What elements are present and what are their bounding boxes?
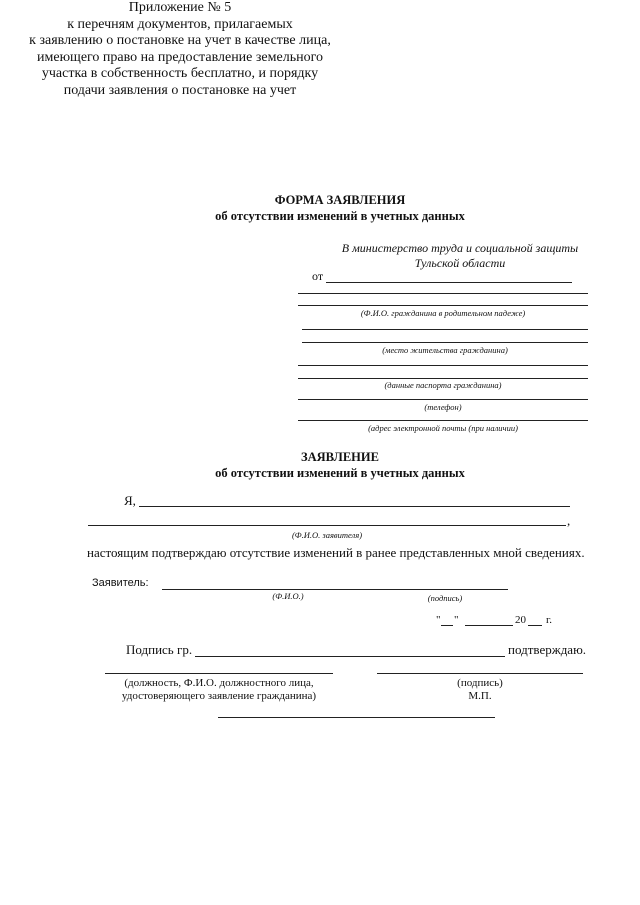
email-caption: (адрес электронной почты (при наличии) <box>368 423 518 433</box>
email-line[interactable] <box>298 420 588 421</box>
date-year-prefix: 20 <box>515 614 526 626</box>
fio-caption: (Ф.И.О. гражданина в родительном падеже) <box>360 308 526 318</box>
appendix-line: подачи заявления о постановке на учет <box>63 82 297 98</box>
bottom-line[interactable] <box>218 717 495 718</box>
addressee-line1: В министерство труда и социальной защиты <box>341 241 579 255</box>
stamp-label: М.П. <box>468 690 492 702</box>
fio-field-line-1[interactable] <box>298 293 588 294</box>
appendix-header <box>0 0 360 99</box>
form-title-line1: ФОРМА ЗАЯВЛЕНИЯ <box>274 193 406 207</box>
confirm-label: подтверждаю. <box>508 642 587 657</box>
phone-caption: (телефон) <box>424 402 462 412</box>
passport-line-2[interactable] <box>298 378 588 379</box>
from-label: от <box>312 269 324 283</box>
i-label: Я, <box>124 493 136 508</box>
comma: , <box>567 513 571 528</box>
date-year-line[interactable] <box>528 625 542 626</box>
statement-title-line1: ЗАЯВЛЕНИЕ <box>301 450 379 464</box>
official-signature-caption: (подпись) <box>457 677 503 689</box>
statement-title-line2: об отсутствии изменений в учетных данных <box>215 466 465 480</box>
phone-line[interactable] <box>298 399 588 400</box>
from-field-line[interactable] <box>326 282 572 283</box>
residence-line-2[interactable] <box>302 342 588 343</box>
official-caption-line1: (должность, Ф.И.О. должностного лица, <box>124 677 314 689</box>
citizen-name-line[interactable] <box>195 656 505 657</box>
applicant-fio-caption: (Ф.И.О. заявителя) <box>291 530 363 540</box>
appendix-line: к перечням документов, прилагаемых <box>67 16 293 32</box>
appendix-line: участка в собственность бесплатно, и порядку <box>41 66 319 81</box>
residence-caption: (место жительства гражданина) <box>382 345 508 355</box>
applicant-label: Заявитель: <box>92 577 149 589</box>
form-title-line2: об отсутствии изменений в учетных данных <box>215 209 465 223</box>
signature-of-label: Подпись гр. <box>126 642 193 657</box>
passport-caption: (данные паспорта гражданина) <box>384 380 502 390</box>
applicant-fio-caption: (Ф.И.О.) <box>272 591 304 601</box>
applicant-name-line-1[interactable] <box>139 506 570 507</box>
appendix-line: имеющего право на предоставление земельного <box>37 49 323 65</box>
addressee-line2: Тульской области <box>414 256 506 270</box>
date-year-suffix: г. <box>546 614 553 626</box>
addressee <box>325 241 595 271</box>
official-caption <box>105 677 333 703</box>
official-signature-block <box>440 677 520 703</box>
appendix-title: Приложение № 5 <box>128 0 232 15</box>
appendix-line: к заявлению о постановке на учет в качестве лица, <box>29 33 331 48</box>
fio-field-line-2[interactable] <box>298 305 588 306</box>
applicant-signature-line[interactable] <box>162 589 508 590</box>
passport-line-1[interactable] <box>298 365 588 366</box>
statement-title <box>180 449 500 481</box>
date-quote-open: " <box>436 614 441 626</box>
residence-line-1[interactable] <box>302 329 588 330</box>
date-day-line[interactable] <box>441 625 453 626</box>
official-caption-line2: удостоверяющего заявление гражданина) <box>121 690 317 702</box>
applicant-name-line-2[interactable] <box>88 525 566 526</box>
official-signature-line[interactable] <box>377 673 583 674</box>
date-quote-close: " <box>454 614 459 626</box>
applicant-signature-caption: (подпись) <box>427 593 463 603</box>
form-title <box>180 192 500 224</box>
official-line[interactable] <box>105 673 333 674</box>
confirm-text: настоящим подтверждаю отсутствие изменений в ранее представленных мной сведениях. <box>87 545 585 560</box>
date-month-line[interactable] <box>465 625 513 626</box>
